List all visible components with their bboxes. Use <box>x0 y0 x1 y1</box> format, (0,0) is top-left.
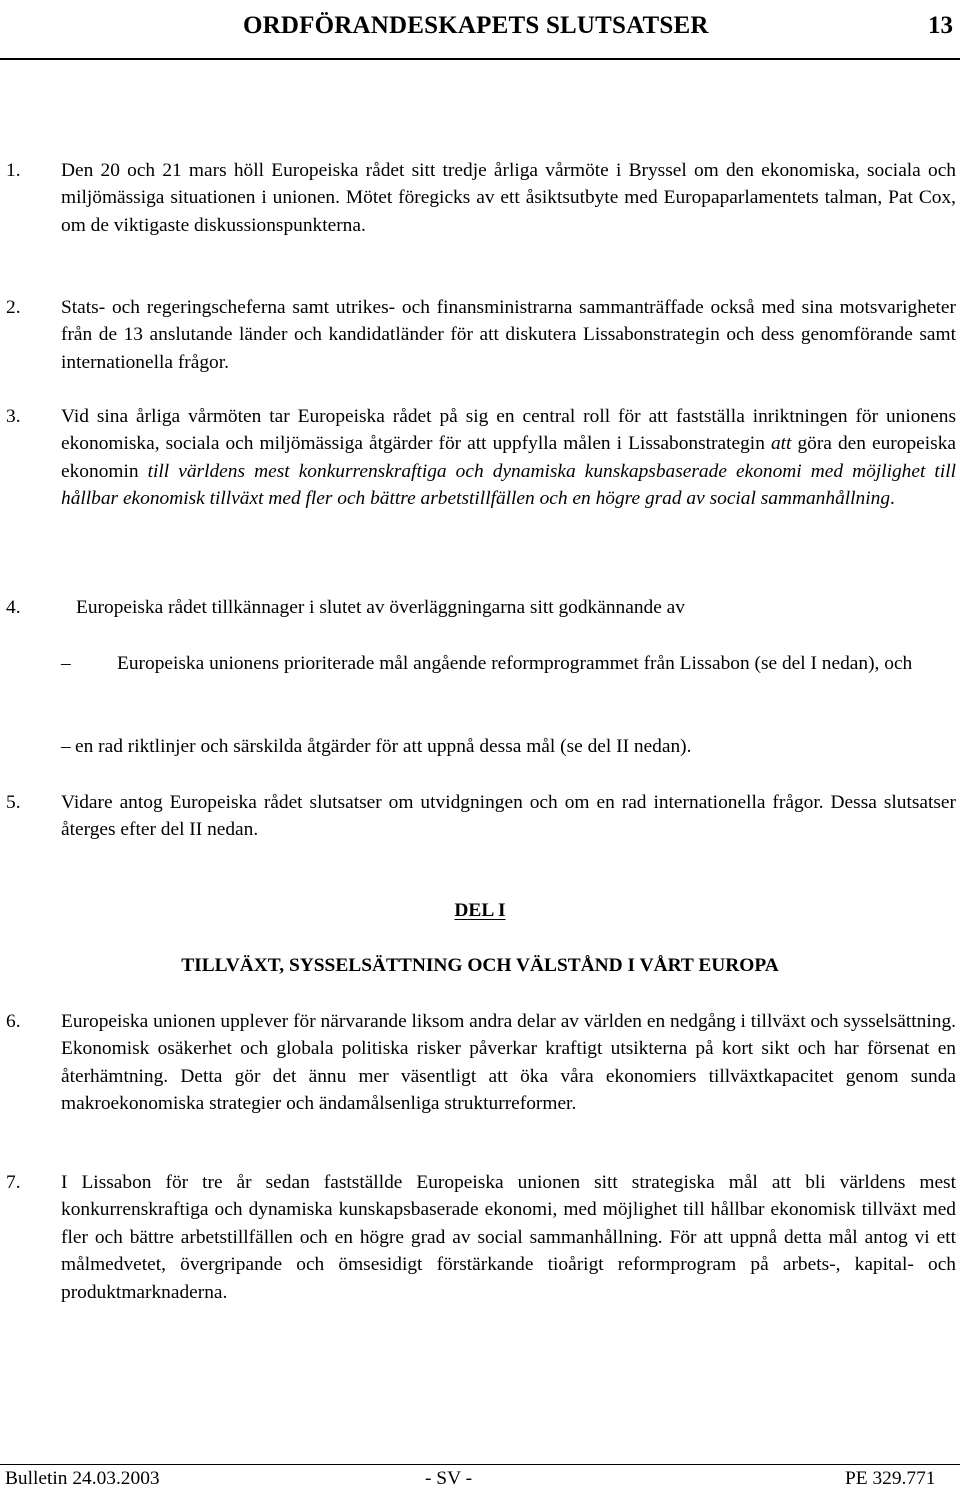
paragraph-text: I Lissabon för tre år sedan fastställde Europeiska unionen sitt strategiska mål att bli världens mest konkurrenskraftiga och dynamiska kunskapsbaserade ekonomi, med möjlighet till hållbar ekonomisk tillväxt med fler och bättre arbetstillfällen och en högre grad av social sammanhållning. För att uppnå detta mål antog vi ett målmedvetet, övergripande och ömsesidigt förstärkande tioårigt reformprogram på arbets-, kapital- och produktmarknaderna. <box>61 1172 956 1303</box>
paragraph-number: 5. <box>6 792 21 813</box>
section-part-label: DEL I <box>454 900 506 921</box>
paragraph-number: 6. <box>6 1011 21 1032</box>
paragraph-5 <box>0 789 960 844</box>
paragraph-number: 4. <box>6 597 21 618</box>
header-divider <box>0 58 960 60</box>
dash-bullet: – <box>61 736 71 757</box>
paragraph-6 <box>0 1008 960 1118</box>
italic-text: att <box>770 433 792 455</box>
paragraph-text: Europeiska rådet tillkännager i slutet av överläggningarna sitt godkännande av <box>76 597 685 618</box>
paragraph-number: 3. <box>6 406 21 427</box>
footer-divider <box>0 1464 960 1465</box>
paragraph-text: Stats- och regeringscheferna samt utrikes- och finansministrarna sammanträffade också med sina motsvarigheter från de 13 anslutande länder och kandidatländer för att diskutera Lissabonstrategin och dess genomförande samt internationella frågor. <box>61 297 956 373</box>
paragraph-text: Vidare antog Europeiska rådet slutsatser om utvidgningen och om en rad internationella frågor. Dessa slutsatser återges efter del II nedan. <box>61 792 956 841</box>
paragraph-1 <box>0 157 960 239</box>
paragraph-number: 1. <box>6 160 21 181</box>
paragraph-number: 2. <box>6 297 21 318</box>
italic-text: till världens mest konkurrenskraftiga och dynamiska kunskapsbaserade ekonomi med möjlighet till hållbar ekonomisk tillväxt med fler och bättre arbetstillfällen och en högre grad av social sammanhållning <box>61 460 956 510</box>
list-item-text: en rad riktlinjer och särskilda åtgärder för att uppnå dessa mål (se del II nedan). <box>75 736 692 757</box>
document-title: ORDFÖRANDESKAPETS SLUTSATSER <box>243 12 709 39</box>
paragraph-text: Den 20 och 21 mars höll Europeiska rådet sitt tredje årliga vårmöte i Bryssel om den ekonomiska, sociala och miljömässiga situationen i unionen. Mötet föregicks av ett åsiktsutbyte med Europaparlamentets talman, Pat Cox, om de viktigaste diskussionspunkterna. <box>61 160 956 236</box>
footer-reference: PE 329.771 <box>845 1468 936 1489</box>
paragraph-3 <box>0 403 960 513</box>
page-header <box>0 0 960 60</box>
paragraph-text: Europeiska unionen upplever för närvarande liksom andra delar av världen en nedgång i tillväxt och sysselsättning. Ekonomisk osäkerhet och globala politiska risker påverkar kraftigt utsikterna på kort sikt och har försenat en återhämtning. Detta gör det ännu mer väsentligt att öka våra ekonomiers tillväxtkapacitet genom sunda makroekonomiska strategier och ändamålsenliga strukturreformer. <box>61 1011 956 1115</box>
section-part-heading <box>0 900 960 922</box>
footer-bulletin-date: Bulletin 24.03.2003 <box>5 1468 160 1489</box>
paragraph-text <box>61 403 956 513</box>
page-number: 13 <box>928 12 953 39</box>
footer-language: - SV - <box>425 1468 473 1489</box>
dash-list-item <box>61 733 956 760</box>
paragraph-2 <box>0 294 960 376</box>
paragraph-text-part: . <box>890 488 895 510</box>
paragraph-number: 7. <box>6 1172 21 1193</box>
dash-list-item <box>61 650 956 677</box>
paragraph-7 <box>0 1169 960 1306</box>
section-title: TILLVÄXT, SYSSELSÄTTNING OCH VÄLSTÅND I VÅRT EUROPA <box>181 955 779 976</box>
paragraph-text-part: Vid sina årliga vårmöten tar Europeiska rådet på sig en central roll för att fastställa inriktningen för unionens ekonomiska, sociala och miljömässiga åtgärder för att uppfylla målen i Lissabonstrategin <box>61 406 956 455</box>
dash-bullet: – <box>61 653 71 674</box>
paragraph-text-part: göra den europeiska ekonomin <box>61 433 956 482</box>
paragraph-4 <box>0 594 960 621</box>
list-item-text: Europeiska unionens prioriterade mål angående reformprogrammet från Lissabon (se del I nedan), och <box>117 653 913 674</box>
